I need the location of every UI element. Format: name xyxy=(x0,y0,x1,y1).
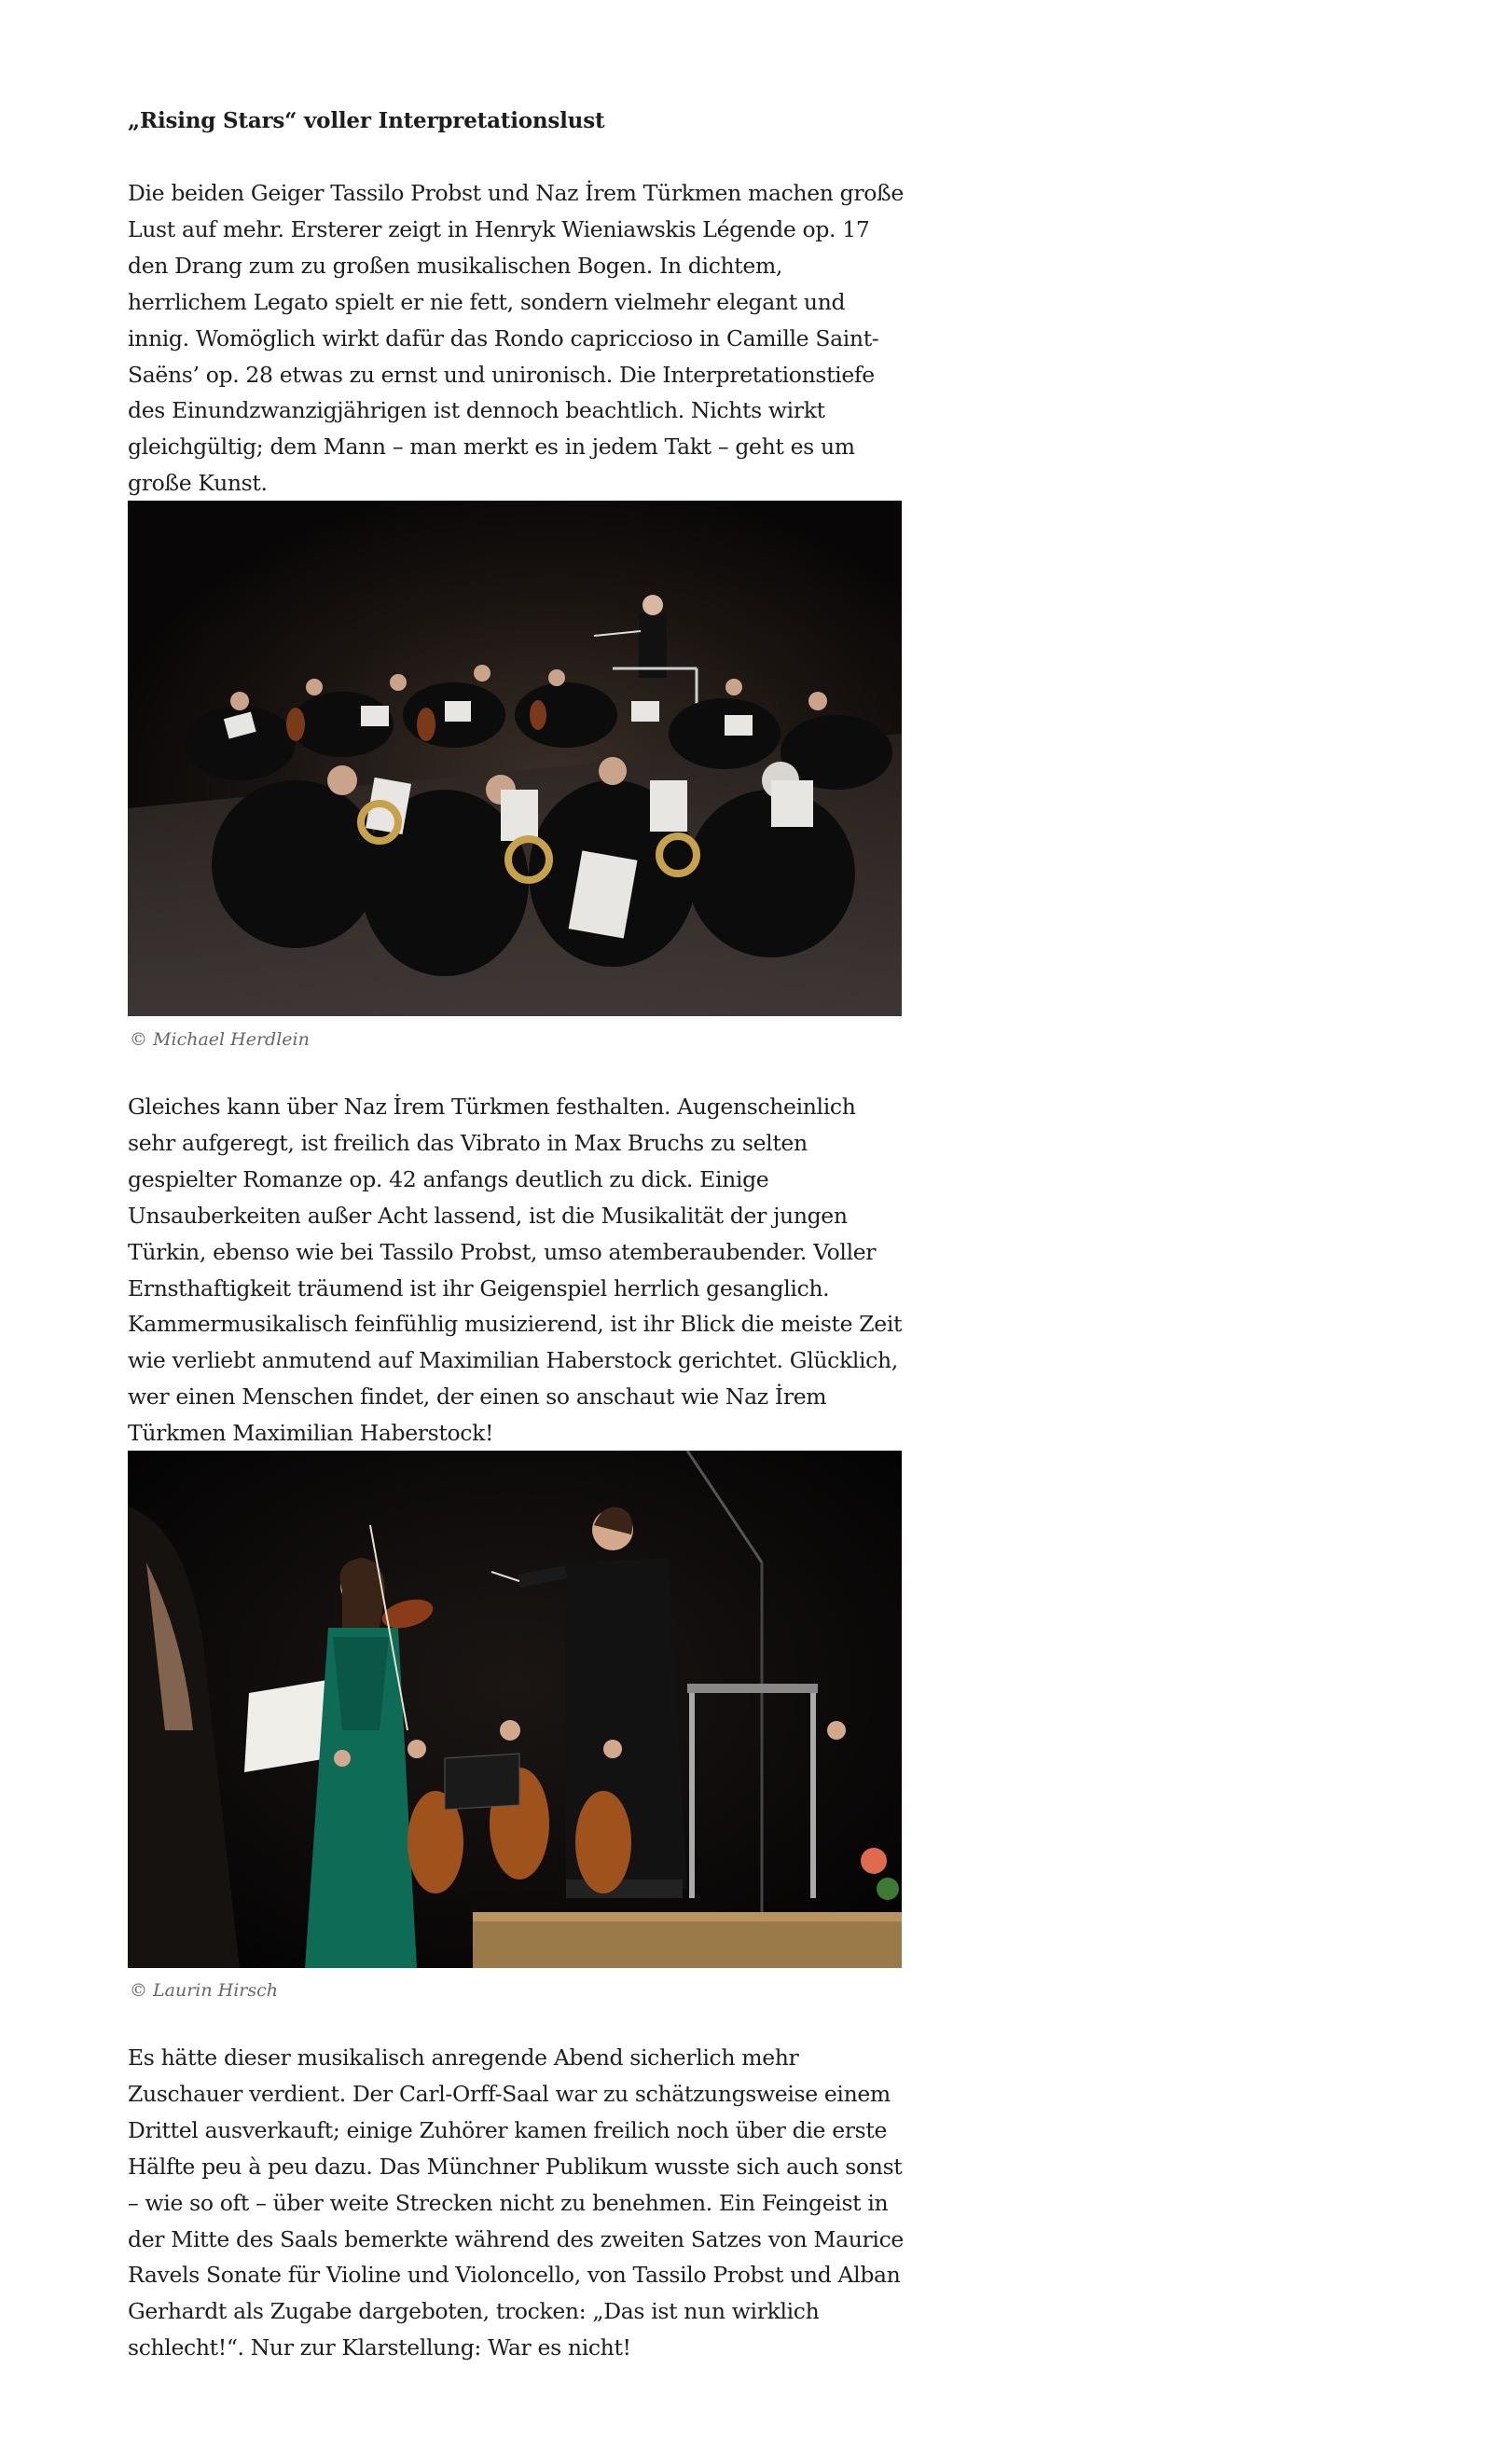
article-subheading: „Rising Stars“ voller Interpretationslust xyxy=(128,108,605,133)
photo-credit: © Michael Herdlein xyxy=(130,1029,310,1050)
orchestra-photo xyxy=(128,501,902,1016)
article-paragraph-3: Es hätte dieser musikalisch anregende Abend sicherlich mehr Zuschauer verdient. Der Carl-Orff-Saal war zu schätzungsweise einem Drittel ausverkauft; einige Zuhörer kamen freilich noch über die erste Hälfte peu à peu dazu. Das Münchner Publikum wusste sich auch sonst – wie so oft – über weite Strecken nicht zu benehmen. Ein Feingeist in der Mitte des Saals bemerkte während des zweiten Satzes von Maurice Ravels Sonate für Violine und Violoncello, von Tassilo Probst und Alban Gerhardt als Zugabe dargeboten, trocken: „Das ist nun wirklich schlecht!“. Nur zur Klarstellung: War es nicht! xyxy=(128,2044,904,2361)
article-paragraph-1: Die beiden Geiger Tassilo Probst und Naz İrem Türkmen machen große Lust auf mehr. Ersterer zeigt in Henryk Wieniawskis Légende op. 17 den Drang zum zu großen musikalischen Bogen. In dichtem, herrlichem Legato spielt er nie fett, sondern vielmehr elegant und innig. Womöglich wirkt dafür das Rondo capriccioso in Camille Saint-Saëns’ op. 28 etwas zu ernst und unironisch. Die Interpretationstiefe des Einundzwanzigjährigen ist dennoch beachtlich. Nichts wirkt gleichgültig; dem Mann – man merkt es in jedem Takt – geht es um große Kunst. xyxy=(128,180,904,497)
soloist-photo-image xyxy=(128,1451,902,1968)
orchestra-photo-image xyxy=(128,501,902,1016)
soloist-photo xyxy=(128,1451,902,1968)
photo-credit: © Laurin Hirsch xyxy=(130,1980,279,2001)
article-paragraph-2: Gleiches kann über Naz İrem Türkmen festhalten. Augenscheinlich sehr aufgeregt, ist freilich das Vibrato in Max Bruchs zu selten gespielter Romanze op. 42 anfangs deutlich zu dick. Einige Unsauberkeiten außer Acht lassend, ist die Musikalität der jungen Türkin, ebenso wie bei Tassilo Probst, umso atemberaubender. Voller Ernsthaftigkeit träumend ist ihr Geigenspiel herrlich gesanglich. Kammermusikalisch feinfühlig musizierend, ist ihr Blick die meiste Zeit wie verliebt anmutend auf Maximilian Haberstock gerichtet. Glücklich, wer einen Menschen findet, der einen so anschaut wie Naz İrem Türkmen Maximilian Haberstock! xyxy=(128,1094,903,1447)
